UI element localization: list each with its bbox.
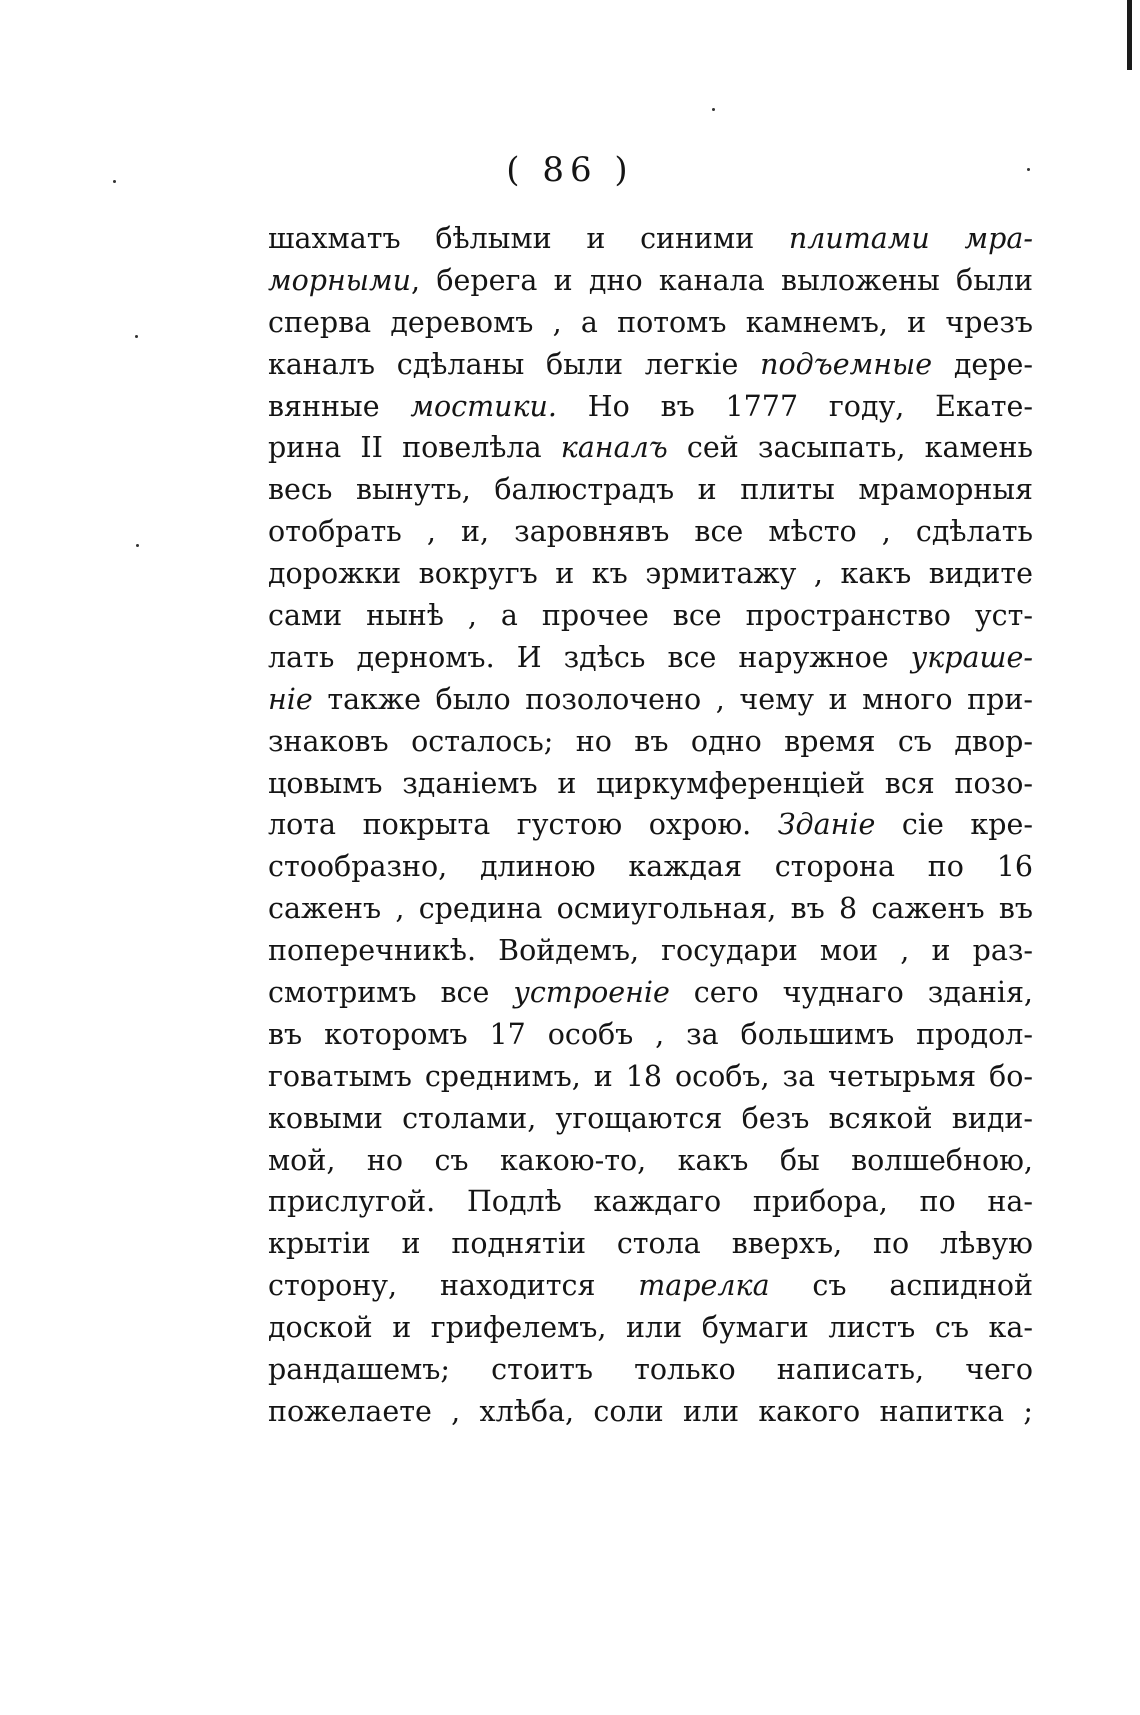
italic-span: устроеніе bbox=[513, 976, 670, 1010]
text-span: поперечникѣ. Войдемъ, государи мои , и раз- bbox=[268, 934, 1033, 968]
text-span: весь вынуть, балюстрадъ и плиты мраморныя bbox=[268, 473, 1033, 507]
text-span: также было позолочено , чему и много при- bbox=[312, 682, 1033, 716]
speck bbox=[136, 544, 139, 547]
italic-span: Зданіе bbox=[777, 808, 876, 842]
text-line bbox=[268, 511, 1033, 553]
text-line bbox=[268, 1349, 1033, 1391]
text-span: сперва деревомъ , а потомъ камнемъ, и чрезъ bbox=[268, 305, 1033, 339]
text-span: стообразно, длиною каждая сторона по 16 bbox=[268, 850, 1033, 884]
text-line bbox=[268, 1098, 1033, 1140]
text-span: въ которомъ 17 особъ , за большимъ продол- bbox=[268, 1017, 1033, 1051]
text-line bbox=[268, 427, 1033, 469]
text-line bbox=[268, 888, 1033, 930]
text-line bbox=[268, 1223, 1033, 1265]
text-line bbox=[268, 260, 1033, 302]
text-line bbox=[268, 1056, 1033, 1098]
italic-span: тарелка bbox=[638, 1269, 770, 1303]
text-line bbox=[268, 804, 1033, 846]
text-span: Но въ 1777 году, Екате- bbox=[556, 389, 1033, 423]
text-line bbox=[268, 553, 1033, 595]
text-span: сторону, находится bbox=[268, 1269, 639, 1303]
text-span: доской и грифелемъ, или бумаги листъ съ ка- bbox=[268, 1311, 1033, 1345]
italic-span: плитами мра- bbox=[788, 222, 1033, 255]
italic-span: ніе bbox=[268, 682, 313, 716]
text-span: говатымъ среднимъ, и 18 особъ, за четырьмя бо- bbox=[268, 1059, 1033, 1093]
page-edge-mark bbox=[1127, 0, 1132, 70]
italic-span: украше- bbox=[910, 640, 1033, 674]
italic-span: мостики. bbox=[410, 389, 557, 423]
text-line bbox=[268, 469, 1033, 511]
body-text bbox=[268, 218, 1033, 1433]
speck bbox=[135, 335, 138, 338]
text-span: дорожки вокругъ и къ эрмитажу , какъ видите bbox=[268, 557, 1033, 591]
page-number: ( 86 ) bbox=[506, 150, 634, 190]
italic-span: подъемные bbox=[760, 347, 933, 381]
text-line bbox=[268, 637, 1033, 679]
text-span: сей засыпать, камень bbox=[667, 431, 1033, 465]
text-span: мой, но съ какою-то, какъ бы волшебною, bbox=[268, 1143, 1033, 1177]
text-span: отобрать , и, заровнявъ все мѣсто , сдѣлать bbox=[268, 515, 1033, 549]
text-span: прислугой. Подлѣ каждаго прибора, по на- bbox=[268, 1185, 1033, 1219]
text-line bbox=[268, 1181, 1033, 1223]
text-line bbox=[268, 1265, 1033, 1307]
text-line bbox=[268, 218, 1033, 260]
text-span: цовымъ зданіемъ и циркумференціей вся позо- bbox=[268, 766, 1033, 800]
italic-span: каналъ bbox=[560, 431, 668, 465]
text-line bbox=[268, 344, 1033, 386]
text-span: сего чуднаго зданія, bbox=[669, 976, 1033, 1010]
text-span: лота покрыта густою охрою. bbox=[268, 808, 778, 842]
text-line bbox=[268, 1014, 1033, 1056]
text-line bbox=[268, 595, 1033, 637]
text-span: дере- bbox=[932, 347, 1033, 381]
text-span: рина II повелѣла bbox=[268, 431, 561, 465]
text-span: шахматъ бѣлыми и синими bbox=[268, 222, 789, 255]
text-line bbox=[268, 302, 1033, 344]
text-line bbox=[268, 1307, 1033, 1349]
text-line bbox=[268, 1140, 1033, 1182]
text-line bbox=[268, 930, 1033, 972]
text-span: ковыми столами, угощаются безъ всякой види- bbox=[268, 1101, 1033, 1135]
text-span: саженъ , средина осмиугольная, въ 8 саженъ въ bbox=[268, 892, 1033, 926]
text-line bbox=[268, 1391, 1033, 1433]
text-line bbox=[268, 972, 1033, 1014]
text-span: лать дерномъ. И здѣсь все наружное bbox=[268, 640, 911, 674]
italic-span: морными bbox=[268, 263, 412, 297]
text-line bbox=[268, 679, 1033, 721]
text-span: вянные bbox=[268, 389, 411, 423]
speck bbox=[712, 108, 715, 111]
text-span: пожелаете , хлѣба, соли или какого напитка ; bbox=[268, 1394, 1033, 1428]
text-span: знаковъ осталось; но въ одно время съ двор- bbox=[268, 724, 1033, 758]
text-span: смотримъ все bbox=[268, 976, 514, 1010]
text-span: рандашемъ; стоитъ только написать, чего bbox=[268, 1353, 1033, 1387]
text-span: сіе кре- bbox=[875, 808, 1033, 842]
text-line bbox=[268, 763, 1033, 805]
text-line bbox=[268, 386, 1033, 428]
text-span: , берега и дно канала выложены были bbox=[411, 263, 1033, 297]
text-span: крытіи и поднятіи стола вверхъ, по лѣвую bbox=[268, 1227, 1033, 1261]
text-span: каналъ сдѣланы были легкіе bbox=[268, 347, 761, 381]
text-line bbox=[268, 721, 1033, 763]
text-span: сами нынѣ , а прочее все пространство уст- bbox=[268, 599, 1033, 633]
text-span: съ аспидной bbox=[769, 1269, 1033, 1303]
text-line bbox=[268, 846, 1033, 888]
